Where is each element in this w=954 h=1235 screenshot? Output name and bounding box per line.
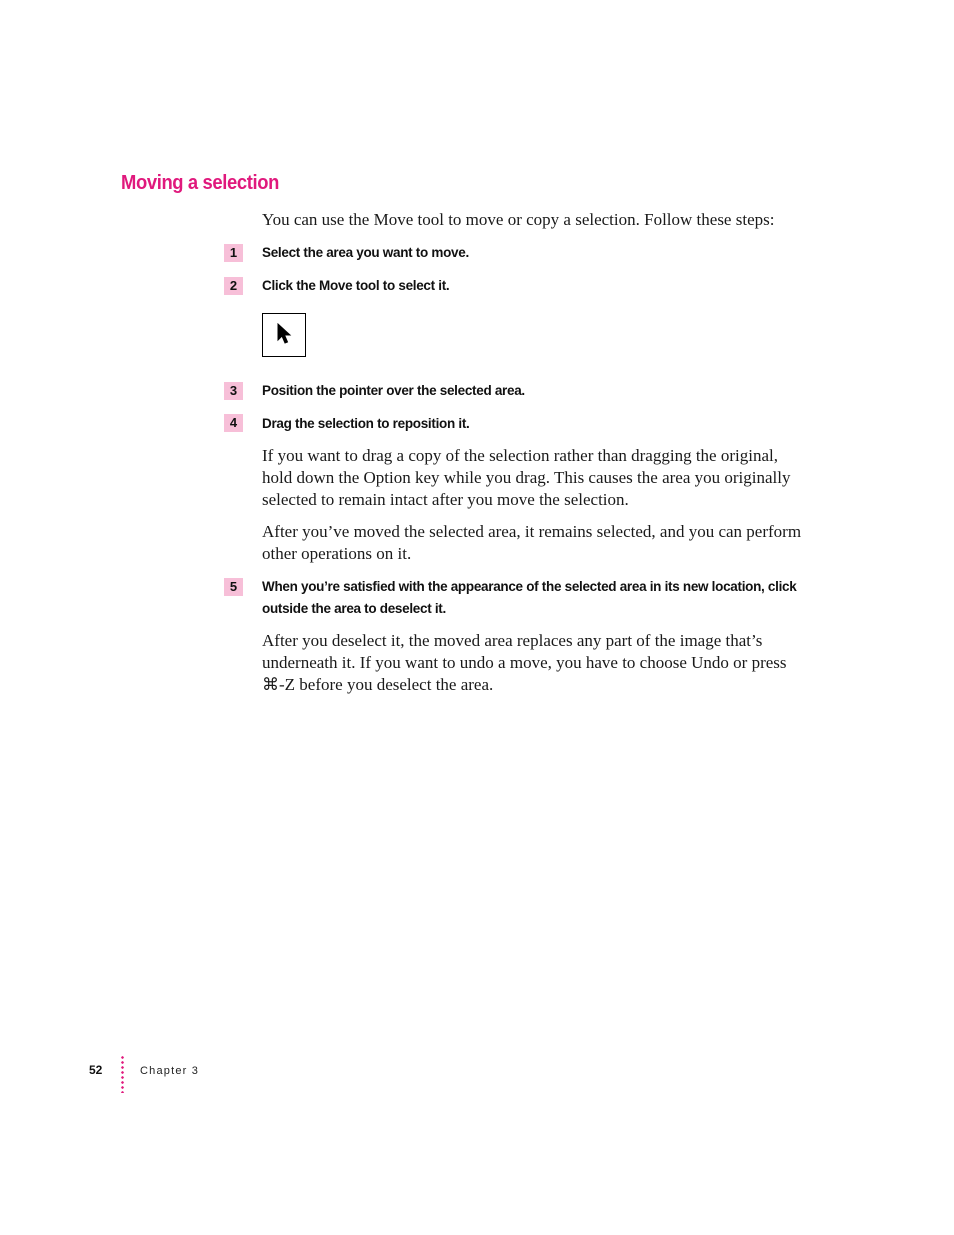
step-number-1: 1 <box>224 244 243 262</box>
arrow-pointer-icon <box>277 323 293 349</box>
intro-paragraph: You can use the Move tool to move or copy a selection. Follow these steps: <box>262 210 775 229</box>
copy-note-paragraph: If you want to drag a copy of the selection rather than dragging the original, hold down the Option key while you drag. This causes the area you originally selected to remain intact after you move the selection. <box>262 446 791 509</box>
step-number-4: 4 <box>224 414 243 432</box>
step-text-2: Click the Move tool to select it. <box>262 278 450 293</box>
deselect-note-paragraph: After you deselect it, the moved area replaces any part of the image that’s underneath it. If you want to undo a move, you have to choose Undo or press ⌘-Z before you deselect the area. <box>262 631 787 694</box>
step-text-3: Position the pointer over the selected area. <box>262 383 525 398</box>
step-text-4: Drag the selection to reposition it. <box>262 416 470 431</box>
page-number: 52 <box>89 1063 103 1077</box>
step-number-3: 3 <box>224 382 243 400</box>
step-text-1: Select the area you want to move. <box>262 245 469 260</box>
remains-selected-paragraph: After you’ve moved the selected area, it remains selected, and you can perform other operations on it. <box>262 522 802 563</box>
move-tool-illustration <box>262 313 306 357</box>
step-number-2: 2 <box>224 277 243 295</box>
step-text-5: When you’re satisfied with the appearance of the selected area in its new location, click outside the area to deselect it. <box>262 579 797 616</box>
footer-dotted-rule <box>121 1055 124 1093</box>
section-heading: Moving a selection <box>121 172 279 194</box>
chapter-label: Chapter 3 <box>140 1065 200 1077</box>
step-number-5: 5 <box>224 578 243 596</box>
